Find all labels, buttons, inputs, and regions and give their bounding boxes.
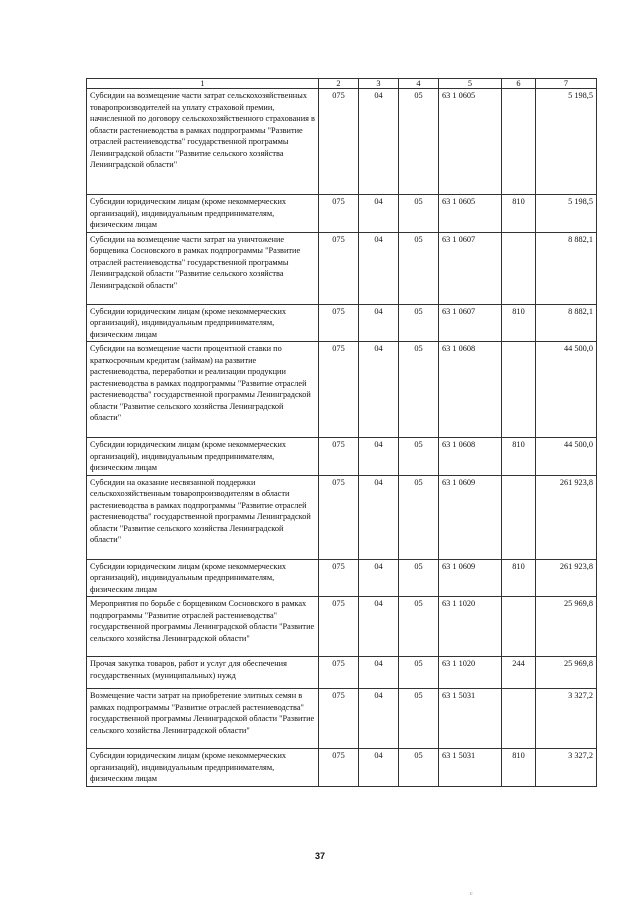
- subsection-code-cell: 05: [399, 232, 439, 304]
- table-row: [87, 232, 597, 304]
- row-name-cell: Возмещение части затрат на приобретение элитных семян в рамках подпрограммы "Развитие отраслей растениеводства" государственной программы Ленинградской области "Развитие сельского хозяйства Ленинградской области": [87, 689, 319, 749]
- table-row: [87, 304, 597, 342]
- subsection-code-cell: 05: [399, 195, 439, 233]
- amount-cell: 44 500,0: [536, 342, 597, 438]
- header-cell: 5: [439, 79, 502, 89]
- ministry-code-cell: 075: [319, 304, 359, 342]
- header-cell: 4: [399, 79, 439, 89]
- table-row: [87, 342, 597, 438]
- target-article-cell: 63 1 0608: [439, 342, 502, 438]
- table-row: [87, 657, 597, 689]
- expense-type-cell: 810: [502, 438, 536, 476]
- table-row: [87, 597, 597, 657]
- ministry-code-cell: 075: [319, 89, 359, 195]
- row-name-cell: Субсидии юридическим лицам (кроме некоммерческих организаций), индивидуальным предпринимателям, физическим лицам: [87, 438, 319, 476]
- section-code-cell: 04: [359, 195, 399, 233]
- section-code-cell: 04: [359, 689, 399, 749]
- budget-table: [86, 78, 597, 787]
- subsection-code-cell: 05: [399, 342, 439, 438]
- ministry-code-cell: 075: [319, 559, 359, 597]
- section-code-cell: 04: [359, 342, 399, 438]
- row-name-cell: Субсидии на возмещение части затрат сельскохозяйственных товаропроизводителей на уплату страховой премии, начисленной по договору сельскохозяйственного страхования в области растениеводства в рамках подпрограммы "Развитие отраслей растениеводства" государственной программы Ленинградской области "Развитие сельского хозяйства Ленинградской области": [87, 89, 319, 195]
- row-name-cell: Субсидии юридическим лицам (кроме некоммерческих организаций), индивидуальным предпринимателям, физическим лицам: [87, 304, 319, 342]
- ministry-code-cell: 075: [319, 232, 359, 304]
- target-article-cell: 63 1 0608: [439, 438, 502, 476]
- subsection-code-cell: 05: [399, 597, 439, 657]
- page-number: 37: [314, 851, 325, 861]
- row-name-cell: Субсидии юридическим лицам (кроме некоммерческих организаций), индивидуальным предпринимателям, физическим лицам: [87, 195, 319, 233]
- expense-type-cell: 244: [502, 657, 536, 689]
- expense-type-cell: 810: [502, 559, 536, 597]
- section-code-cell: 04: [359, 232, 399, 304]
- table-row: [87, 438, 597, 476]
- ministry-code-cell: 075: [319, 597, 359, 657]
- amount-cell: 25 969,8: [536, 597, 597, 657]
- section-code-cell: 04: [359, 304, 399, 342]
- target-article-cell: 63 1 0607: [439, 304, 502, 342]
- target-article-cell: 63 1 0605: [439, 195, 502, 233]
- expense-type-cell: [502, 689, 536, 749]
- subsection-code-cell: 05: [399, 749, 439, 787]
- header-cell: 6: [502, 79, 536, 89]
- header-cell: 7: [536, 79, 597, 89]
- ministry-code-cell: 075: [319, 475, 359, 559]
- subsection-code-cell: 05: [399, 304, 439, 342]
- section-code-cell: 04: [359, 657, 399, 689]
- table-row: [87, 195, 597, 233]
- amount-cell: 5 198,5: [536, 195, 597, 233]
- target-article-cell: 63 1 5031: [439, 749, 502, 787]
- expense-type-cell: [502, 342, 536, 438]
- target-article-cell: 63 1 0607: [439, 232, 502, 304]
- subsection-code-cell: 05: [399, 559, 439, 597]
- subsection-code-cell: 05: [399, 475, 439, 559]
- amount-cell: 261 923,8: [536, 559, 597, 597]
- row-name-cell: Прочая закупка товаров, работ и услуг для обеспечения государственных (муниципальных) нужд: [87, 657, 319, 689]
- subsection-code-cell: 05: [399, 657, 439, 689]
- expense-type-cell: 810: [502, 304, 536, 342]
- expense-type-cell: [502, 597, 536, 657]
- row-name-cell: Мероприятия по борьбе с борщевиком Сосновского в рамках подпрограммы "Развитие отраслей растениеводства" государственной программы Ленинградской области "Развитие сельского хозяйства Ленинградской области": [87, 597, 319, 657]
- target-article-cell: 63 1 1020: [439, 597, 502, 657]
- section-code-cell: 04: [359, 559, 399, 597]
- amount-cell: 44 500,0: [536, 438, 597, 476]
- table-row: [87, 89, 597, 195]
- amount-cell: 261 923,8: [536, 475, 597, 559]
- amount-cell: 8 882,1: [536, 232, 597, 304]
- ministry-code-cell: 075: [319, 689, 359, 749]
- row-name-cell: Субсидии на возмещение части процентной ставки по краткосрочным кредитам (займам) на развитие растениеводства, переработки и реализации продукции растениеводства в рамках подпрограммы "Развитие отраслей растениеводства" государственной программы Ленинградской области "Развитие сельского хозяйства Ленинградской области": [87, 342, 319, 438]
- amount-cell: 3 327,2: [536, 689, 597, 749]
- section-code-cell: 04: [359, 749, 399, 787]
- row-name-cell: Субсидии юридическим лицам (кроме некоммерческих организаций), индивидуальным предпринимателям, физическим лицам: [87, 749, 319, 787]
- table-row: [87, 749, 597, 787]
- expense-type-cell: [502, 232, 536, 304]
- amount-cell: 8 882,1: [536, 304, 597, 342]
- expense-type-cell: [502, 89, 536, 195]
- expense-type-cell: [502, 475, 536, 559]
- scan-mark: c: [470, 891, 473, 897]
- row-name-cell: Субсидии юридическим лицам (кроме некоммерческих организаций), индивидуальным предпринимателям, физическим лицам: [87, 559, 319, 597]
- table-row: [87, 689, 597, 749]
- target-article-cell: 63 1 0609: [439, 559, 502, 597]
- target-article-cell: 63 1 0609: [439, 475, 502, 559]
- section-code-cell: 04: [359, 475, 399, 559]
- section-code-cell: 04: [359, 438, 399, 476]
- amount-cell: 25 969,8: [536, 657, 597, 689]
- expense-type-cell: 810: [502, 195, 536, 233]
- header-cell: 2: [319, 79, 359, 89]
- subsection-code-cell: 05: [399, 689, 439, 749]
- header-cell: 3: [359, 79, 399, 89]
- header-cell: 1: [87, 79, 319, 89]
- expense-type-cell: 810: [502, 749, 536, 787]
- ministry-code-cell: 075: [319, 342, 359, 438]
- row-name-cell: Субсидии на оказание несвязанной поддержки сельскохозяйственным товаропроизводителям в области растениеводства в рамках подпрограммы "Развитие отраслей растениеводства" государственной программы Ленинградской области "Развитие сельского хозяйства Ленинградской области": [87, 475, 319, 559]
- target-article-cell: 63 1 1020: [439, 657, 502, 689]
- ministry-code-cell: 075: [319, 438, 359, 476]
- ministry-code-cell: 075: [319, 749, 359, 787]
- ministry-code-cell: 075: [319, 195, 359, 233]
- amount-cell: 5 198,5: [536, 89, 597, 195]
- table-header-row: [87, 79, 597, 89]
- subsection-code-cell: 05: [399, 438, 439, 476]
- section-code-cell: 04: [359, 89, 399, 195]
- table-row: [87, 475, 597, 559]
- subsection-code-cell: 05: [399, 89, 439, 195]
- target-article-cell: 63 1 0605: [439, 89, 502, 195]
- row-name-cell: Субсидии на возмещение части затрат на уничтожение борщевика Сосновского в рамках подпрограммы "Развитие отраслей растениеводства" государственной программы Ленинградской области "Развитие сельского хозяйства Ленинградской области": [87, 232, 319, 304]
- table-row: [87, 559, 597, 597]
- ministry-code-cell: 075: [319, 657, 359, 689]
- target-article-cell: 63 1 5031: [439, 689, 502, 749]
- amount-cell: 3 327,2: [536, 749, 597, 787]
- section-code-cell: 04: [359, 597, 399, 657]
